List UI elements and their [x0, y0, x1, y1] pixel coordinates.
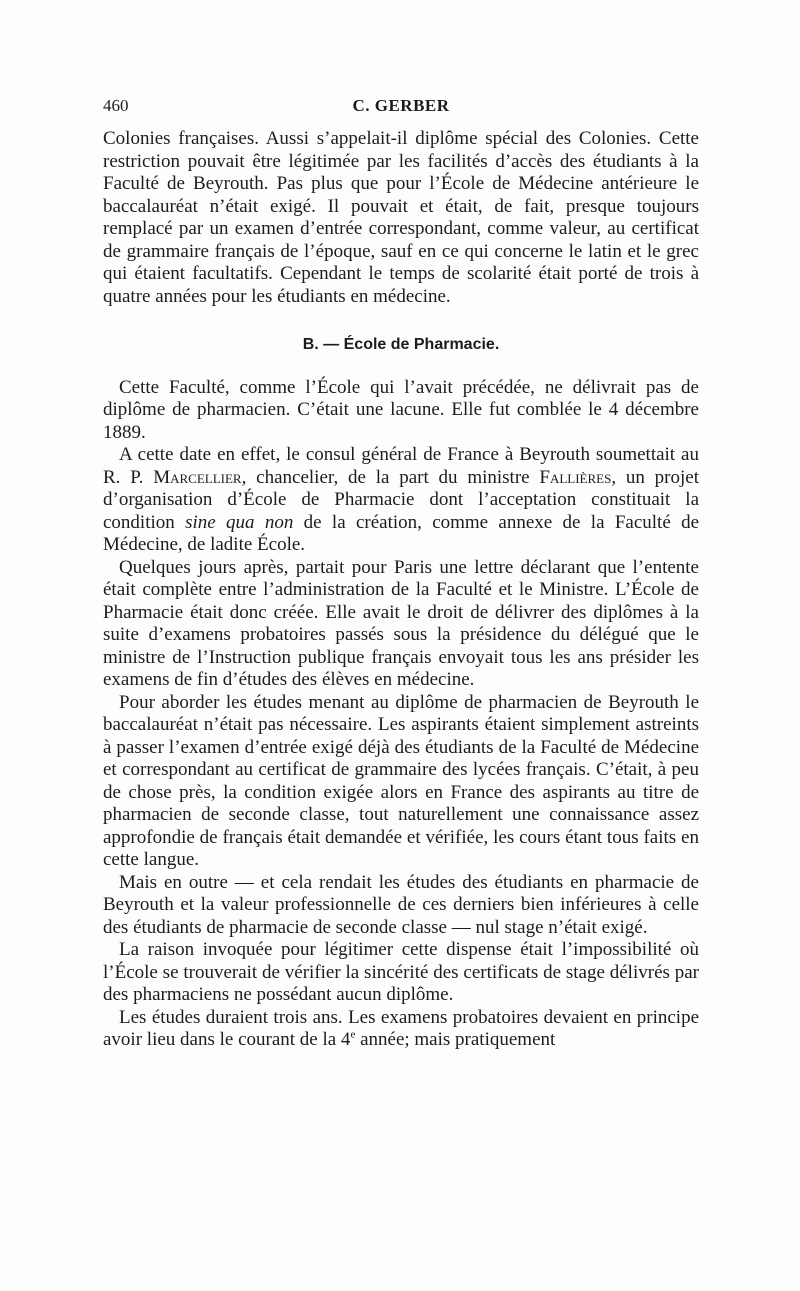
page-number: 460 — [103, 96, 129, 115]
paragraph-3-text-b: , chancelier, de la part du ministre — [241, 466, 540, 488]
running-head-author: C. GERBER — [352, 96, 450, 115]
section-heading: B. — École de Pharmacie. — [302, 336, 500, 353]
paragraph-3-text-a: A cette date en effet, le consul général de France à Beyrouth soumettait au R. P. — [103, 444, 699, 488]
name-marcellier: Marcellier — [153, 466, 242, 488]
paragraph-5: Pour aborder les études menant au diplôme de pharmacien de Beyrouth le baccalauréat n’était pas nécessaire. Les aspirants étaient simplement astreints à passer l’examen d’entrée exigé déjà des étudiants de la Faculté de Médecine et correspondant au certificat de grammaire des lycées français. C’était, à peu de chose près, la condition exigée alors en France des aspirants au titre de pharmacien de seconde classe, tout naturellement une connaissance assez approfondie de français était demandée et vérifiée, les cours étant tous faits en cette langue. — [103, 691, 699, 870]
paragraph-2: Cette Faculté, comme l’École qui l’avait précédée, ne délivrait pas de diplôme de pharmacien. C’était une lacune. Elle fut comblée le 4 décembre 1889. — [103, 376, 699, 443]
paragraph-8 — [103, 1007, 699, 1052]
paragraph-3 — [103, 444, 699, 557]
ordinal-superscript: e — [350, 1028, 356, 1041]
latin-phrase: sine qua non — [185, 511, 294, 533]
paragraph-3-text-c: , un projet d’organisation d’École de Pharmacie dont l’acceptation constituait la condition — [103, 466, 699, 533]
paragraph-7: La raison invoquée pour légitimer cette dispense était l’impossibilité où l’École se trouverait de vérifier la sincérité des certificats de stage délivrés par des pharmaciens ne possédant aucun diplôme. — [103, 939, 699, 1005]
paragraph-4: Quelques jours après, partait pour Paris une lettre déclarant que l’entente était complète entre l’administration de la Faculté et le Ministre. L’École de Pharmacie était donc créée. Elle avait le droit de délivrer des diplômes à la suite d’examens probatoires passés sous la présidence du délégué que le ministre de l’Instruction publique français envoyait tous les ans présider les examens de fin d’études des élèves en médecine. — [103, 556, 699, 690]
name-fallieres: Fallières — [539, 466, 612, 488]
paragraph-8-text-b: année; mais pratiquement — [355, 1029, 556, 1050]
paragraph-3-text-d: de la création, comme annexe de la Faculté de Médecine, de ladite École. — [103, 511, 699, 555]
paragraph-1: Colonies françaises. Aussi s’appelait-il diplôme spécial des Colonies. Cette restriction pouvait être légitimée par les facilités d’accès des étudiants à la Faculté de Beyrouth. Pas plus que pour l’École de Médecine antérieure le baccalauréat n’était exigé. Il pouvait et était, de fait, presque toujours remplacé par un examen d’entrée correspondant, comme valeur, au certificat de grammaire français de l’époque, sauf en ce qui concerne le latin et le grec qui étaient facultatifs. Cependant le temps de scolarité était porté de trois à quatre années pour les étudiants en médecine. — [103, 128, 699, 307]
paragraph-6: Mais en outre — et cela rendait les études des étudiants en pharmacie de Beyrouth et la valeur professionnelle de ces derniers bien inférieures à celle des étudiants de pharmacie de seconde classe — nul stage n’était exigé. — [103, 871, 699, 938]
paragraph-8-text-a: Les études duraient trois ans. Les examens probatoires devaient en principe avoir lieu dans le courant de la 4 — [103, 1006, 699, 1050]
running-header — [103, 96, 699, 118]
body-text — [103, 128, 699, 1052]
